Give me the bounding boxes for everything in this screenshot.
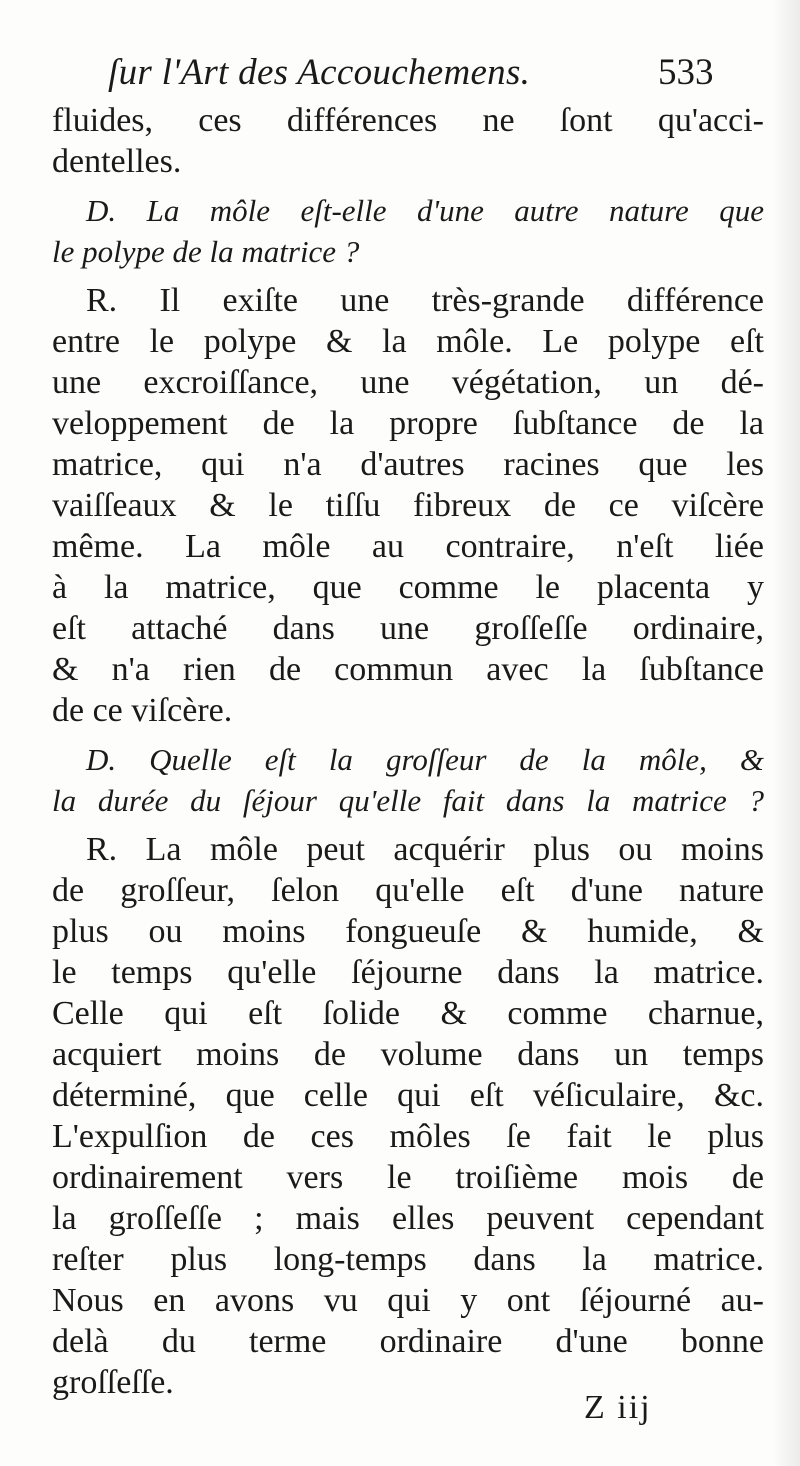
page-number: 533 <box>658 52 714 93</box>
answer-line: de groſſeur, ſelon qu'elle eſt d'une nature <box>52 872 764 909</box>
answer-line: groſſeſſe. <box>52 1364 174 1401</box>
running-title: ſur l'Art des Accouchemens. <box>108 52 531 93</box>
answer-line: plus ou moins fongueuſe & humide, & <box>52 913 764 950</box>
answer-line: eſt attaché dans une groſſeſſe ordinaire, <box>52 610 764 647</box>
answer-line: ordinairement vers le troiſième mois de <box>52 1159 764 1196</box>
answer-line: vaiſſeaux & le tiſſu fibreux de ce viſcère <box>52 487 764 524</box>
running-head <box>108 50 768 100</box>
answer-line: matrice, qui n'a d'autres racines que les <box>52 446 764 483</box>
page-gutter-shadow <box>772 0 800 1466</box>
body-text <box>52 100 764 1403</box>
question-line: D. La môle eſt-elle d'une autre nature que <box>86 193 764 228</box>
text-line: fluides, ces différences ne ſont qu'acci- <box>52 102 764 139</box>
answer-line: delà du terme ordinaire d'une bonne <box>52 1323 764 1360</box>
answer-line: déterminé, que celle qui eſt véſiculaire, &c. <box>52 1077 764 1114</box>
answer-line: la groſſeſſe ; mais elles peuvent cependant <box>52 1200 764 1237</box>
answer-line: Celle qui eſt ſolide & comme charnue, <box>52 995 764 1032</box>
answer-line: même. La môle au contraire, n'eſt liée <box>52 528 764 565</box>
answer-line: R. Il exiſte une très-grande différence <box>86 282 764 319</box>
answer-line: une excroiſſance, une végétation, un dé- <box>52 364 764 401</box>
answer-line: veloppement de la propre ſubſtance de la <box>52 405 764 442</box>
answer-line: L'expulſion de ces môles ſe fait le plus <box>52 1118 764 1155</box>
text-line: dentelles. <box>52 143 182 180</box>
answer-line: acquiert moins de volume dans un temps <box>52 1036 764 1073</box>
answer-line: entre le polype & la môle. Le polype eſt <box>52 323 764 360</box>
answer-line: à la matrice, que comme le placenta y <box>52 569 764 606</box>
answer-line: & n'a rien de commun avec la ſubſtance <box>52 651 764 688</box>
question-line: le polype de la matrice ? <box>52 234 360 269</box>
answer-line: Nous en avons vu qui y ont ſéjourné au- <box>52 1282 764 1319</box>
question-line: la durée du ſéjour qu'elle fait dans la matrice ? <box>52 783 764 818</box>
answer-line: reſter plus long-temps dans la matrice. <box>52 1241 764 1278</box>
answer-line: de ce viſcère. <box>52 692 233 729</box>
question-line: D. Quelle eſt la groſſeur de la môle, & <box>86 742 764 777</box>
signature-mark: Z iij <box>584 1389 652 1426</box>
answer-line: R. La môle peut acquérir plus ou moins <box>86 831 764 868</box>
answer-line: le temps qu'elle ſéjourne dans la matrice. <box>52 954 764 991</box>
